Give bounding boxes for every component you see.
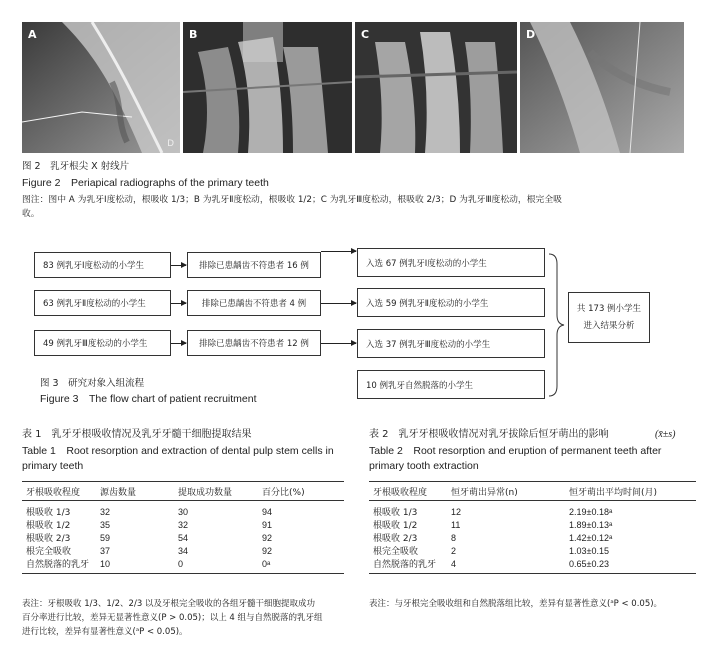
- flow-exclude-box-3: 排除已患龋齿不符患者 12 例: [187, 330, 321, 356]
- table1-title-en-1: Table 1 Root resorption and extraction of dental pulp stem cells in: [22, 445, 334, 457]
- radiograph-c: [355, 22, 517, 153]
- radiograph-a: [22, 22, 180, 153]
- radiograph-b: [183, 22, 352, 153]
- table-row: [22, 531, 344, 544]
- flow-exclude-box-1: 排除已患龋齿不符患者 16 例: [187, 252, 321, 278]
- table2-cell: 自然脱落的乳牙: [369, 557, 451, 574]
- flow-arrow: [171, 343, 186, 344]
- table1-cell: 35: [100, 519, 111, 530]
- table2-cell: 12: [451, 506, 462, 517]
- table1-cell: 32: [178, 519, 189, 530]
- table1-cell: 根完全吸收: [26, 547, 72, 557]
- table2-title-en-2: primary tooth extraction: [369, 460, 479, 472]
- flow-included-box-3: 入选 37 例乳牙Ⅲ度松动的小学生: [357, 329, 545, 358]
- table2-title-zh: 表 2 乳牙牙根吸收情况对乳牙拔除后恒牙萌出的影响: [369, 429, 609, 440]
- table1-cell: 0: [178, 557, 262, 574]
- flow-arrow: [171, 265, 186, 266]
- table1-header: 提取成功数量: [178, 482, 262, 501]
- flow-arrow: [171, 303, 186, 304]
- flow-box-grade1: 83 例乳牙Ⅰ度松动的小学生: [34, 252, 171, 278]
- table2-cell: 1.42±0.12ᵃ: [569, 532, 613, 543]
- table2-cell: 2: [451, 545, 457, 556]
- table1-note-1: 表注：牙根吸收 1/3、1/2、2/3 以及牙根完全吸收的各组牙髓干细胞提取成功: [22, 599, 315, 609]
- table1-header: 百分比(%): [262, 482, 344, 501]
- table1-title-en-2: primary teeth: [22, 460, 84, 472]
- table2-cell: 根完全吸收: [373, 547, 419, 557]
- table1-cell: 根吸收 1/2: [26, 521, 71, 531]
- table2-cell: 1.03±0.15: [569, 545, 609, 556]
- figure2-note-line2: 收。: [22, 209, 40, 219]
- table2-cell: 4: [451, 557, 569, 574]
- table1-cell: 92: [262, 545, 273, 556]
- table-row: [369, 544, 696, 557]
- flow-summary-box: [568, 292, 650, 343]
- table2-cell: 1.89±0.13ᵃ: [569, 519, 613, 530]
- table-row: [22, 557, 344, 574]
- table1-title-zh: 表 1 乳牙牙根吸收情况及乳牙牙髓干细胞提取结果: [22, 429, 252, 440]
- flow-natural-box: 10 例乳牙自然脱落的小学生: [357, 370, 545, 399]
- table-row: [369, 518, 696, 531]
- panel-label-d: D: [526, 28, 536, 41]
- flow-summary-line2: 进入结果分析: [583, 320, 635, 331]
- flow-box-grade2: 63 例乳牙Ⅱ度松动的小学生: [34, 290, 171, 316]
- flow-included-box-2: 入选 59 例乳牙Ⅱ度松动的小学生: [357, 288, 545, 317]
- table-row: [22, 544, 344, 557]
- table1-cell: 0ᵃ: [262, 557, 344, 574]
- table1: [22, 481, 344, 574]
- table1-cell: 根吸收 1/3: [26, 508, 71, 518]
- figure3-caption-zh: 图 3 研究对象入组流程: [40, 378, 145, 389]
- flow-brace: [547, 252, 567, 398]
- panel-label-b: B: [189, 28, 198, 41]
- figure3-caption-en: Figure 3 The flow chart of patient recruitment: [40, 393, 257, 405]
- table-row: [369, 501, 696, 519]
- table-row: [22, 501, 344, 519]
- table1-cell: 54: [178, 532, 189, 543]
- flow-exclude-box-2: 排除已患龋齿不符患者 4 例: [187, 290, 321, 316]
- table2-title-en-1: Table 2 Root resorption and eruption of permanent teeth after: [369, 445, 662, 457]
- table-row: [22, 518, 344, 531]
- flow-summary-line1: 共 173 例小学生: [576, 303, 642, 314]
- table1-note-3: 进行比较，差异有显著性意义(ᵃP < 0.05)。: [22, 627, 188, 637]
- panel-d-marker: D: [167, 139, 174, 149]
- table1-cell: 10: [100, 557, 178, 574]
- table2-cell: 根吸收 2/3: [373, 534, 418, 544]
- table2-header: 恒牙萌出平均时间(月): [569, 482, 696, 501]
- figure2-caption-en: Figure 2 Periapical radiographs of the primary teeth: [22, 177, 269, 189]
- table1-cell: 91: [262, 519, 273, 530]
- panel-label-a: A: [28, 28, 37, 41]
- table1-cell: 根吸收 2/3: [26, 534, 71, 544]
- table1-cell: 59: [100, 532, 111, 543]
- table2-cell: 2.19±0.18ᵃ: [569, 506, 613, 517]
- radiograph-d: [520, 22, 684, 153]
- table2-header: 牙根吸收程度: [369, 482, 451, 501]
- table1-cell: 34: [178, 545, 189, 556]
- table2-title-stat: (x̄±s): [655, 429, 676, 440]
- table1-cell: 92: [262, 532, 273, 543]
- table1-cell: 94: [262, 506, 273, 517]
- table1-header: 牙根吸收程度: [22, 482, 100, 501]
- table1-cell: 30: [178, 506, 189, 517]
- table2-note: 表注：与牙根完全吸收组和自然脱落组比较，差异有显著性意义(ᵃP < 0.05)。: [369, 599, 663, 609]
- flow-arrow: [321, 251, 356, 252]
- table1-cell: 自然脱落的乳牙: [22, 557, 100, 574]
- figure2-note-line1: 图注：图中 A 为乳牙Ⅰ度松动，根吸收 1/3；B 为乳牙Ⅱ度松动，根吸收 1/2；C 为乳牙Ⅲ度松动，根吸收 2/3；D 为乳牙Ⅲ度松动，根完全吸: [22, 195, 562, 205]
- table1-header: 源齿数量: [100, 482, 178, 501]
- table1-cell: 37: [100, 545, 111, 556]
- flow-box-grade3: 49 例乳牙Ⅲ度松动的小学生: [34, 330, 171, 356]
- table2-cell: 根吸收 1/3: [373, 508, 418, 518]
- table1-note-2: 百分率进行比较，差异无显著性意义(P > 0.05)；以上 4 组与自然脱落的乳牙组: [22, 613, 323, 623]
- table2-cell: 11: [451, 519, 461, 530]
- table-row: [369, 531, 696, 544]
- flow-arrow: [321, 303, 356, 304]
- table2-cell: 0.65±0.23: [569, 557, 696, 574]
- table1-cell: 32: [100, 506, 111, 517]
- table2-header: 恒牙萌出异常(n): [451, 482, 569, 501]
- figure2-caption-zh: 图 2 乳牙根尖 X 射线片: [22, 161, 130, 172]
- table2: [369, 481, 696, 574]
- table-row: [369, 557, 696, 574]
- table2-cell: 根吸收 1/2: [373, 521, 418, 531]
- panel-label-c: C: [361, 28, 370, 41]
- flow-included-box-1: 入选 67 例乳牙Ⅰ度松动的小学生: [357, 248, 545, 277]
- table2-cell: 8: [451, 532, 457, 543]
- flow-arrow: [321, 343, 356, 344]
